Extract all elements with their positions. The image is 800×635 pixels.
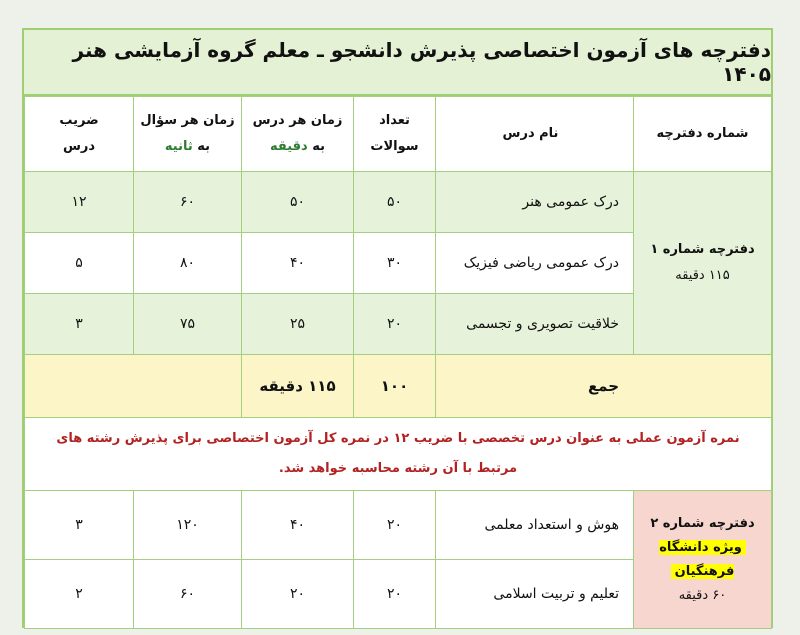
exam-table-frame xyxy=(22,28,773,628)
question-time: ۷۵ xyxy=(134,294,242,355)
header-row xyxy=(25,97,772,172)
sum-label: جمع xyxy=(436,355,772,418)
coefficient: ۳ xyxy=(25,491,134,560)
course-name: درک عمومی هنر xyxy=(436,172,634,233)
note-row xyxy=(25,418,772,491)
coefficient: ۲ xyxy=(25,560,134,629)
course-time: ۲۰ xyxy=(242,560,354,629)
header-coefficient: ضریب درس xyxy=(25,97,134,172)
question-time: ۶۰ xyxy=(134,172,242,233)
course-name: تعلیم و تربیت اسلامی xyxy=(436,560,634,629)
course-name: هوش و استعداد معلمی xyxy=(436,491,634,560)
course-time: ۲۵ xyxy=(242,294,354,355)
table-row xyxy=(25,491,772,560)
header-booklet: شماره دفترچه xyxy=(634,97,772,172)
header-time-course: زمان هر درس به دقیقه xyxy=(242,97,354,172)
course-time: ۴۰ xyxy=(242,233,354,294)
course-time: ۵۰ xyxy=(242,172,354,233)
table-row xyxy=(25,172,772,233)
booklet2-cell: دفترچه شماره ۲ ویژه دانشگاه فرهنگیان ۶۰ دقیقه xyxy=(634,491,772,629)
question-count: ۳۰ xyxy=(354,233,436,294)
sum-row xyxy=(25,355,772,418)
booklet2-tag: ویژه دانشگاه فرهنگیان xyxy=(659,540,746,579)
header-count: تعداد سوالات xyxy=(354,97,436,172)
booklet1-cell: دفترچه شماره ۱ ۱۱۵ دقیقه xyxy=(634,172,772,355)
header-course: نام درس xyxy=(436,97,634,172)
question-time: ۶۰ xyxy=(134,560,242,629)
question-count: ۲۰ xyxy=(354,294,436,355)
coefficient: ۵ xyxy=(25,233,134,294)
question-time: ۱۲۰ xyxy=(134,491,242,560)
question-time: ۸۰ xyxy=(134,233,242,294)
course-name: خلاقیت تصویری و تجسمی xyxy=(436,294,634,355)
question-count: ۲۰ xyxy=(354,491,436,560)
sum-time: ۱۱۵ دقیقه xyxy=(242,355,354,418)
sum-count: ۱۰۰ xyxy=(354,355,436,418)
page-title: دفترچه های آزمون اختصاصی پذیرش دانشجو ـ معلم گروه آزمایشی هنر ۱۴۰۵ xyxy=(24,30,771,96)
course-time: ۴۰ xyxy=(242,491,354,560)
note-text: نمره آزمون عملی به عنوان درس تخصصی با ضریب ۱۲ در نمره کل آزمون اختصاصی برای پذیرش رشته های مرتبط با آن رشته محاسبه خواهد شد. xyxy=(25,418,772,491)
sum-empty xyxy=(25,355,242,418)
question-count: ۵۰ xyxy=(354,172,436,233)
coefficient: ۱۲ xyxy=(25,172,134,233)
header-time-question: زمان هر سؤال به ثانیه xyxy=(134,97,242,172)
booklets-table xyxy=(24,96,772,629)
question-count: ۲۰ xyxy=(354,560,436,629)
coefficient: ۳ xyxy=(25,294,134,355)
course-name: درک عمومی ریاضی فیزیک xyxy=(436,233,634,294)
